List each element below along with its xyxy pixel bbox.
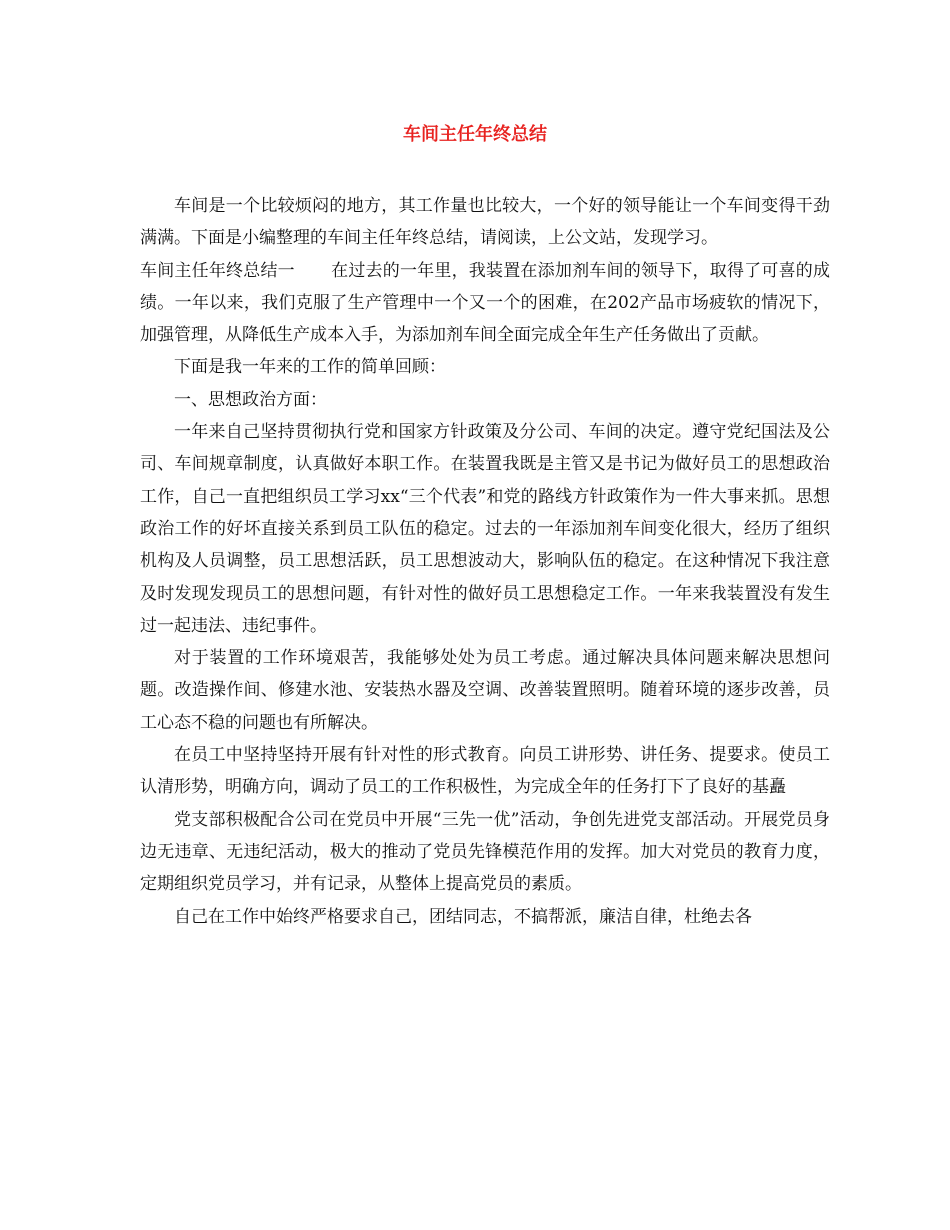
paragraph-review-intro: 下面是我一年来的工作的简单回顾： [174, 357, 446, 378]
paragraph-politics-2: 对于装置的工作环境艰苦，我能够处处为员工考虑。通过解决具体问题来解决思想问题。改造操作间、修建水池、安装热水器及空调、改善装置照明。随着环境的逐步改善，员工心态不稳的问题也有所解决。 [140, 648, 830, 733]
paragraph-politics-4: 党支部积极配合公司在党员中开展“三先一优”活动，争创先进党支部活动。开展党员身边无违章、无违纪活动，极大的推动了党员先锋模范作用的发挥。加大对党员的教育力度，定期组织党员学习，并有记录，从整体上提高党员的素质。 [140, 809, 830, 895]
paragraph-intro: 车间是一个比较烦闷的地方，其工作量也比较大，一个好的领导能让一个车间变得干劲满满。下面是小编整理的车间主任年终总结，请阅读，上公文站，发现学习。 [140, 196, 830, 249]
section-one-text: 在过去的一年里，我装置在添加剂车间的领导下，取得了可喜的成绩。一年以来，我们克服了生产管理中一个又一个的困难，在202产品市场疲软的情况下，加强管理，从降低生产成本入手，为添加剂车间全面完成全年生产任务做出了贡献。 [140, 260, 831, 346]
paragraph-section-one [140, 255, 830, 352]
document-title: 车间主任年终总结 [403, 124, 547, 145]
section-heading: 车间主任年终总结一 [140, 260, 295, 281]
paragraph-politics-1: 一年来自己坚持贯彻执行党和国家方针政策及分公司、车间的决定。遵守党纪国法及公司、车间规章制度，认真做好本职工作。在装置我既是主管又是书记为做好员工的思想政治工作，自己一直把组织员工学习xx“三个代表”和党的路线方针政策作为一件大事来抓。思想政治工作的好坏直接关系到员工队伍的稳定。过去的一年添加剂车间变化很大，经历了组织机构及人员调整，员工思想活跃，员工思想波动大，影响队伍的稳定。在这种情况下我注意及时发现发现员工的思想问题，有针对性的做好员工思想稳定工作。一年来我装置没有发生过一起违法、违纪事件。 [140, 422, 830, 636]
document-body [140, 190, 830, 933]
paragraph-politics-heading: 一、思想政治方面： [174, 389, 327, 410]
paragraph-politics-5: 自己在工作中始终严格要求自己，团结同志，不搞帮派，廉洁自律，杜绝去各 [174, 906, 752, 927]
paragraph-politics-3: 在员工中坚持坚持开展有针对性的形式教育。向员工讲形势、讲任务、提要求。使员工认清形势，明确方向，调动了员工的工作积极性，为完成全年的任务打下了良好的基矗 [140, 745, 830, 798]
